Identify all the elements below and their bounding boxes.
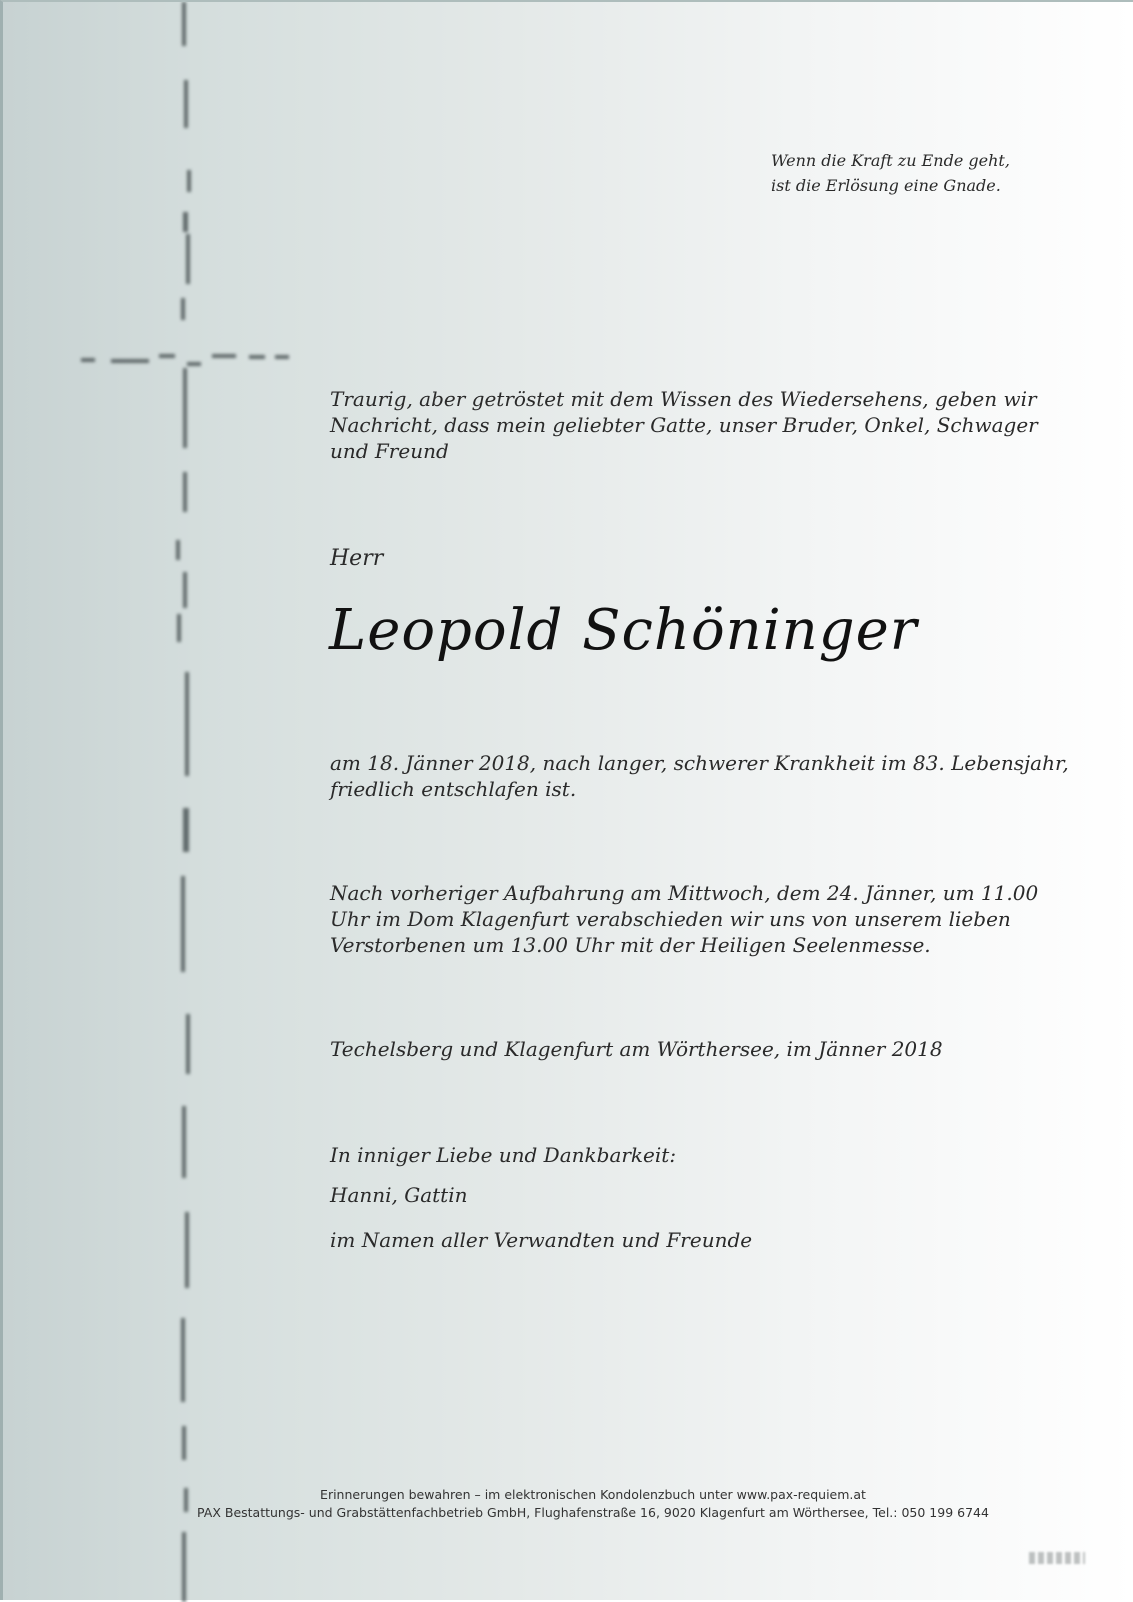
motto-quote	[771, 148, 1071, 198]
honorific: Herr	[330, 546, 384, 571]
deceased-name: Leopold Schöninger	[329, 598, 918, 663]
corner-mark	[1029, 1552, 1085, 1564]
footer-condolence-line: Erinnerungen bewahren – im elektronischen Kondolenzbuch unter www.pax-requiem.at	[320, 1487, 866, 1502]
place-date: Techelsberg und Klagenfurt am Wörthersee, im Jänner 2018	[330, 1037, 943, 1061]
motto-line-1: Wenn die Kraft zu Ende geht,	[771, 151, 1010, 170]
intro-paragraph: Traurig, aber getröstet mit dem Wissen des Wiedersehens, geben wir Nachricht, dass mein geliebter Gatte, unser Bruder, Onkel, Schwager und Freund	[330, 387, 1038, 463]
motto-line-2: ist die Erlösung eine Gnade.	[771, 176, 1001, 195]
funeral-service-paragraph: Nach vorheriger Aufbahrung am Mittwoch, dem 24. Jänner, um 11.00 Uhr im Dom Klagenfurt verabschieden wir uns von unserem lieben Verstorbenen um 13.00 Uhr mit der Heiligen Seelenmesse.	[330, 881, 1039, 957]
dashed-cross-icon	[3, 2, 303, 1602]
death-paragraph: am 18. Jänner 2018, nach langer, schwerer Krankheit im 83. Lebensjahr, friedlich entschlafen ist.	[330, 751, 1069, 801]
mourner-name: Hanni, Gattin	[330, 1183, 468, 1207]
footer-company-line: PAX Bestattungs- und Grabstättenfachbetrieb GmbH, Flughafenstraße 16, 9020 Klagenfurt am Wörthersee, Tel.: 050 199 6744	[197, 1505, 989, 1520]
family-line: im Namen aller Verwandten und Freunde	[330, 1228, 753, 1252]
closing-phrase: In inniger Liebe und Dankbarkeit:	[330, 1143, 677, 1167]
